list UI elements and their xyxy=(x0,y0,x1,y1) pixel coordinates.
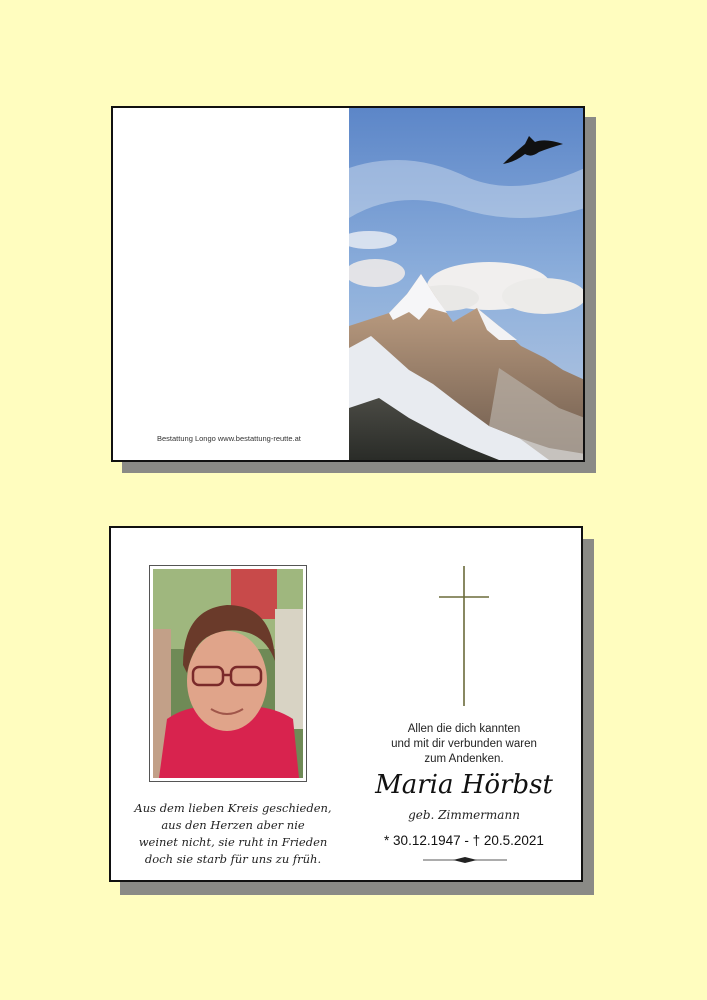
mountain-photo xyxy=(349,108,585,460)
portrait-frame xyxy=(149,565,307,782)
mountain-image xyxy=(349,108,585,460)
poem-line: doch sie starb für uns zu früh. xyxy=(144,852,322,866)
card-inside xyxy=(109,526,583,882)
poem-line: aus den Herzen aber nie xyxy=(161,818,305,832)
card-front xyxy=(111,106,585,462)
poem-line: Aus dem lieben Kreis geschieden, xyxy=(134,801,332,815)
memorial-poem xyxy=(121,800,345,868)
deceased-name: Maria Hörbst xyxy=(375,770,553,800)
poem-line: weinet nicht, sie ruht in Frieden xyxy=(138,835,328,849)
portrait-photo xyxy=(153,569,303,778)
maiden-name: geb. Zimmermann xyxy=(408,808,520,822)
latin-cross-icon xyxy=(437,566,491,706)
remembrance-line: Allen die dich kannten xyxy=(407,723,521,735)
funeral-home-credit: Bestattung Longo www.bestattung-reutte.at xyxy=(157,434,301,443)
divider-ornament-icon xyxy=(423,856,507,864)
remembrance-line: zum Andenken. xyxy=(424,753,504,765)
remembrance-line: und mit dir verbunden waren xyxy=(391,738,537,750)
remembrance-text xyxy=(359,722,569,767)
life-dates: * 30.12.1947 - † 20.5.2021 xyxy=(384,833,544,848)
card-front-blank-panel xyxy=(113,108,349,460)
